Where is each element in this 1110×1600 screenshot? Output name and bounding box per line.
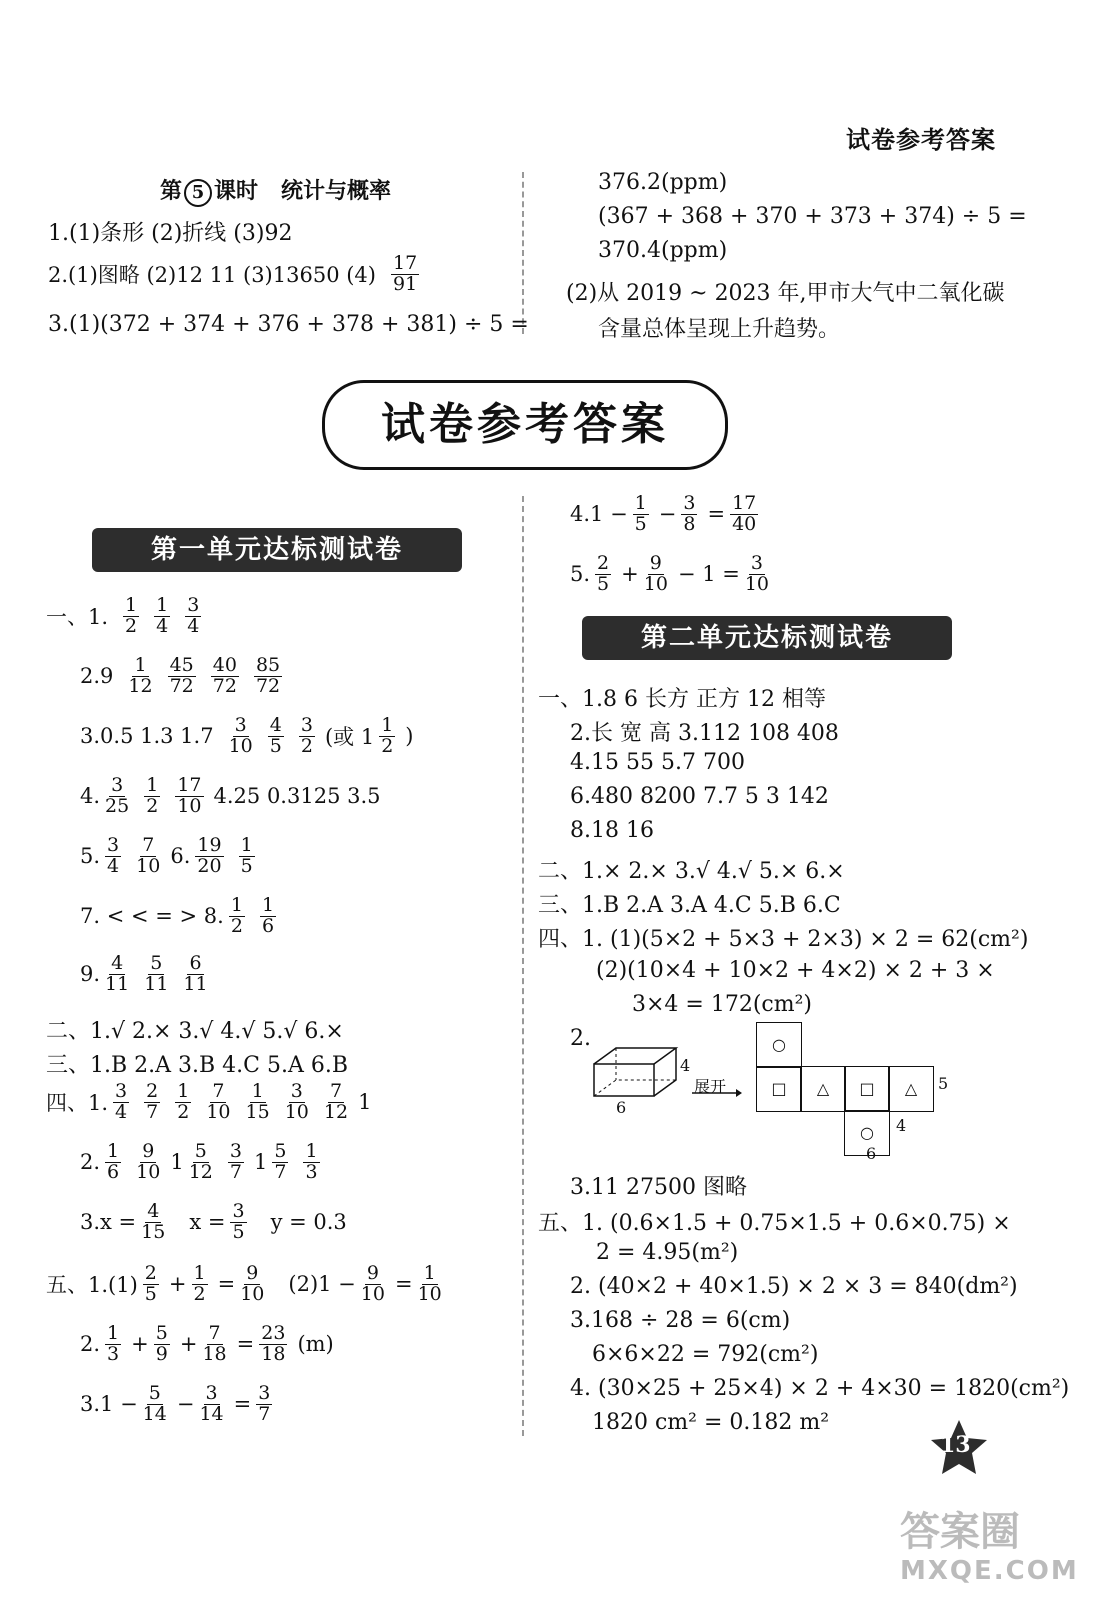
u2-c: 三、1.B 2.A 3.A 4.C 5.B 6.C (538, 893, 841, 918)
fraction: $\frac{1}{2}$ (193, 1262, 206, 1305)
fraction: $\frac{9}{10}$ (643, 552, 668, 595)
net-cell-triangle: △ (800, 1066, 846, 1112)
page-header: 试卷参考答案 (846, 125, 996, 154)
column-divider-top (522, 172, 524, 334)
u2-a5: 8.18 16 (570, 818, 654, 843)
u2-a2: 2.长 宽 高 3.112 108 408 (570, 721, 839, 746)
lesson-number: 5 (184, 179, 212, 207)
fraction: $\frac{3}{14}$ (199, 1382, 224, 1425)
top-left-line-2 (48, 254, 429, 295)
top-left-line-3: 3.(1)(372 + 374 + 376 + 378 + 381) ÷ 5 = (48, 312, 529, 337)
net-cell-square: □ (844, 1066, 890, 1112)
fraction: 1 2 (125, 594, 138, 637)
fraction: 1 2 (230, 894, 243, 937)
fraction: $\frac{1}{10}$ (417, 1262, 442, 1305)
watermark-logo: 答案圈 (900, 1509, 1020, 1555)
fraction: 1 4 (156, 594, 169, 637)
u1-line-2: 2.9 1 12 45 72 40 72 85 72 (80, 654, 281, 697)
u1-section-4-2: 2. 1 6 9 10 1 5 12 3 7 1 5 7 1 3 (80, 1140, 318, 1183)
fraction: $\frac{23}{18}$ (261, 1322, 286, 1365)
u2-e3: 2. (40×2 + 40×1.5) × 2 × 3 = 840(dm²) (570, 1274, 1018, 1299)
net-dim-bottom: 6 (866, 1144, 877, 1163)
unit1-title: 第一单元达标测试卷 (92, 528, 462, 572)
u1-section-3: 三、1.B 2.A 3.B 4.C 5.A 6.B (46, 1053, 349, 1078)
fraction: 2 7 (146, 1080, 159, 1123)
cuboid-height-label: 4 (680, 1056, 691, 1075)
fraction: 1 3 (305, 1140, 318, 1183)
fraction: 2 5 (144, 1262, 157, 1305)
fraction: 1 2 (177, 1080, 190, 1123)
fraction: 3 2 (300, 714, 313, 757)
section-banner: 试卷参考答案 (322, 380, 728, 470)
fraction: 85 72 (255, 654, 281, 697)
lesson-post: 课时 (214, 178, 259, 204)
fraction: 6 11 (183, 952, 208, 995)
fraction: 5 12 (188, 1140, 213, 1183)
u1-section-2: 二、1.√ 2.× 3.√ 4.√ 5.√ 6.× (46, 1019, 344, 1044)
cuboid-width-label: 6 (616, 1098, 627, 1117)
u2-a3: 4.15 55 5.7 700 (570, 750, 745, 775)
u2-a4: 6.480 8200 7.7 5 3 142 (570, 784, 829, 809)
lesson-title (160, 174, 391, 207)
fraction: 3 4 (187, 594, 200, 637)
net-cell-square: □ (756, 1066, 802, 1112)
fraction: 1 15 (245, 1080, 270, 1123)
fraction: $\frac{3}{7}$ (258, 1382, 271, 1425)
u1-line-4: 4. 3 25 1 2 17 10 4.25 0.3125 3.5 (80, 774, 381, 817)
fraction: 1 6 (107, 1140, 120, 1183)
fraction: 1 5 (240, 834, 253, 877)
fraction: 3 7 (229, 1140, 242, 1183)
fraction: 1 2 (146, 774, 159, 817)
column-divider-main (522, 496, 524, 1436)
u2-e1: 五、1. (0.6×1.5 + 0.75×1.5 + 0.6×0.75) × (538, 1211, 1011, 1236)
fraction-17-91: 17 91 (392, 252, 418, 295)
u1-line-1: 一、1. 1 2 1 4 3 4 (46, 594, 200, 637)
fraction: 7 12 (323, 1080, 349, 1123)
fraction: 45 72 (169, 654, 194, 697)
fraction: 9 10 (136, 1140, 161, 1183)
u2-d4: 2. (570, 1026, 591, 1051)
arrow-right-icon (692, 1088, 742, 1098)
fraction: 3 10 (228, 714, 253, 757)
u2-e6: 4. (30×25 + 25×4) × 2 + 4×30 = 1820(cm²) (570, 1376, 1070, 1401)
fraction: 2 5 (597, 552, 610, 595)
u1-line-3: 3.0.5 1.3 1.7 3 10 4 5 3 2 (或 1 1 2 ) (80, 714, 414, 757)
u1-line-9: 9. 4 11 5 11 6 11 (80, 952, 208, 995)
fraction: $\frac{3}{5}$ (232, 1200, 245, 1243)
net-cell-circle: ○ (844, 1110, 890, 1156)
fraction: 1 12 (128, 654, 153, 697)
fraction: $\frac{5}{9}$ (155, 1322, 168, 1365)
fraction: $\frac{17}{40}$ (732, 492, 757, 535)
u2-e2: 2 = 4.95(m²) (596, 1240, 739, 1265)
fraction: 5 7 (274, 1140, 287, 1183)
u1-section-5-1: 五、1.(1) 2 5 + $\frac{1}{2}$ = $\frac{9}{10}$ (2)1 − $\frac{9}{10}$ = $\frac{1}{10}$ (46, 1262, 442, 1305)
net-cell-circle: ○ (756, 1022, 802, 1068)
u1-section-4-3: 3.x = $\frac{4}{15}$ x = $\frac{3}{5}$ y = 0.3 (80, 1200, 347, 1243)
fraction: $\frac{9}{10}$ (240, 1262, 265, 1305)
page-number: 13 (940, 1432, 971, 1458)
u1-right-line-5: 5. 2 5 + $\frac{9}{10}$ − 1 = $\frac{3}{10}$ (570, 552, 770, 595)
fraction: 17 10 (177, 774, 202, 817)
fraction: 19 20 (197, 834, 222, 877)
u1-section-5-2: 2. 1 3 + $\frac{5}{9}$ + $\frac{7}{18}$ = $\frac{23}{18}$ (m) (80, 1322, 334, 1365)
top-right-line-1: 376.2(ppm) (598, 170, 728, 195)
fraction: $\frac{1}{5}$ (634, 492, 647, 535)
top-right-line-2: (367 + 368 + 370 + 373 + 374) ÷ 5 = (598, 204, 1027, 229)
top-left-line-1: 1.(1)条形 (2)折线 (3)92 (48, 221, 293, 246)
net-cell-triangle: △ (888, 1066, 934, 1112)
fraction: 3 25 (105, 774, 130, 817)
fraction: 4 11 (105, 952, 130, 995)
fraction: $\frac{7}{18}$ (202, 1322, 227, 1365)
fraction: 7 10 (136, 834, 161, 877)
u2-e4: 3.168 ÷ 28 = 6(cm) (570, 1308, 791, 1333)
net-dim-right: 5 (938, 1074, 949, 1093)
top-right-line-5: 含量总体呈现上升趋势。 (598, 317, 841, 342)
lesson-topic: 统计与概率 (281, 178, 392, 204)
fraction: $\frac{4}{15}$ (141, 1200, 166, 1243)
top-right-line-3: 370.4(ppm) (598, 238, 728, 263)
u1-section-4-1: 四、1. 3 4 2 7 1 2 7 10 1 15 3 10 7 12 1 (46, 1080, 372, 1123)
fraction: 3 4 (115, 1080, 128, 1123)
tl2-text: 2.(1)图略 (2)12 11 (3)13650 (4) (48, 263, 376, 288)
u2-e5: 6×6×22 = 792(cm²) (592, 1342, 819, 1367)
lesson-pre: 第 (160, 178, 183, 204)
fraction: 3 10 (284, 1080, 309, 1123)
fraction: $\frac{9}{10}$ (360, 1262, 385, 1305)
fraction: 40 72 (212, 654, 237, 697)
fraction: 7 10 (206, 1080, 231, 1123)
u1-section-5-3: 3.1 − $\frac{5}{14}$ − $\frac{3}{14}$ = $\frac{3}{7}$ (80, 1382, 271, 1425)
u2-d5: 3.11 27500 图略 (570, 1175, 747, 1200)
u1-right-line-4: 4.1 − $\frac{1}{5}$ − $\frac{3}{8}$ = $\frac{17}{40}$ (570, 492, 757, 535)
fraction: 1 6 (261, 894, 275, 937)
fraction: $\frac{5}{14}$ (142, 1382, 167, 1425)
u2-d3: 3×4 = 172(cm²) (632, 992, 813, 1017)
top-right-line-4: (2)从 2019 ~ 2023 年,甲市大气中二氧化碳 (566, 281, 1005, 306)
fraction: 4 5 (269, 714, 282, 757)
fraction: $\frac{3}{10}$ (744, 552, 770, 595)
fraction: 1 3 (107, 1322, 120, 1365)
u2-b: 二、1.× 2.× 3.√ 4.√ 5.× 6.× (538, 859, 845, 884)
net-dim-right-2: 4 (896, 1116, 907, 1135)
u2-a1: 一、1.8 6 长方 正方 12 相等 (538, 687, 826, 712)
u2-e7: 1820 cm² = 0.182 m² (592, 1410, 830, 1435)
u1-line-7: 7. < < = > 8. 1 2 1 6 (80, 894, 275, 937)
u1-line-5: 5. 3 4 7 10 6. 19 20 1 5 (80, 834, 253, 877)
fraction: 1 2 (381, 714, 394, 757)
cuboid-figure (588, 1040, 691, 1120)
unit2-title: 第二单元达标测试卷 (582, 616, 952, 660)
unfold-label: 展开 (694, 1077, 727, 1096)
u2-d2: (2)(10×4 + 10×2 + 4×2) × 2 + 3 × (596, 958, 995, 983)
u2-d1: 四、1. (1)(5×2 + 5×3 + 2×3) × 2 = 62(cm²) (538, 927, 1029, 952)
fraction: $\frac{3}{8}$ (683, 492, 696, 535)
fraction: 5 11 (144, 952, 169, 995)
watermark-url: MXQE.COM (900, 1556, 1079, 1586)
fraction: 3 4 (107, 834, 120, 877)
